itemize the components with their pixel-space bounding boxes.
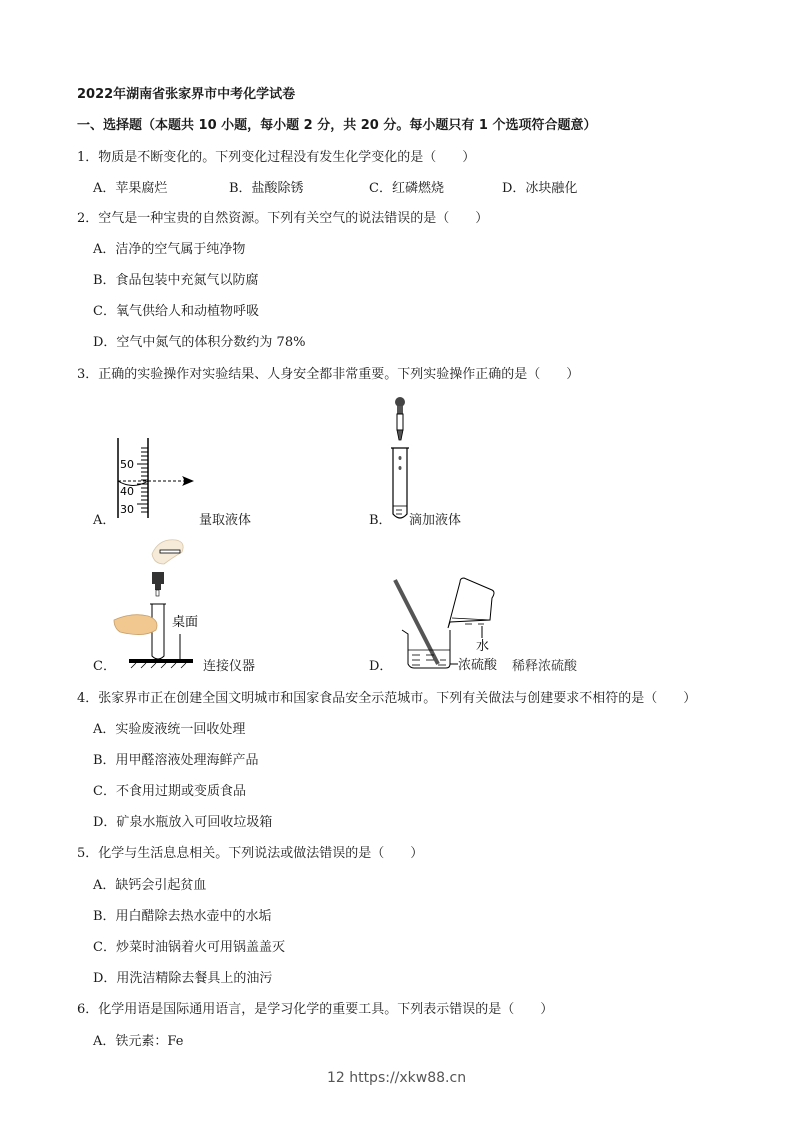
question-5-stem: 5．化学与生活息息相关。下列说法或做法错误的是（ ） [77, 846, 424, 861]
dropper-test-tube-figure [388, 396, 412, 522]
question-3-option-d-caption: 稀释浓硫酸 [512, 659, 578, 674]
water-label: 水 [476, 639, 490, 654]
question-5-option-c: C．炒菜时油锅着火可用锅盖盖灭 [93, 940, 285, 955]
question-2-stem: 2．空气是一种宝贵的自然资源。下列有关空气的说法错误的是（ ） [77, 211, 489, 226]
question-2-option-a: A．洁净的空气属于纯净物 [93, 242, 246, 257]
section-heading: 一、选择题（本题共 10 小题，每小题 2 分，共 20 分。每小题只有 1 个选项符合题意） [77, 118, 597, 133]
tick-label-40: 40 [120, 485, 134, 498]
question-6-stem: 6．化学用语是国际通用语言，是学习化学的重要工具。下列表示错误的是（ ） [77, 1002, 554, 1017]
question-3-option-c-letter: C． [93, 659, 116, 674]
question-4-option-a: A．实验废液统一回收处理 [93, 722, 246, 737]
question-1-option-d: D．冰块融化 [502, 181, 578, 196]
table-label: 桌面 [172, 615, 199, 630]
question-2-option-b: B．食品包装中充氮气以防腐 [93, 273, 259, 288]
question-5-option-a: A．缺钙会引起贫血 [93, 878, 207, 893]
question-6-option-a: A．铁元素：Fe [93, 1034, 184, 1049]
question-1-option-c: C．红磷燃烧 [369, 181, 444, 196]
question-4-option-b: B．用甲醛溶液处理海鲜产品 [93, 753, 259, 768]
question-4-stem: 4．张家界市正在创建全国文明城市和国家食品安全示范城市。下列有关做法与创建要求不相符的是（ ） [77, 691, 697, 706]
question-3-option-a-caption: 量取液体 [199, 513, 252, 528]
page-footer: 12 https://xkw88.cn [326, 1070, 467, 1086]
question-3-option-d-letter: D． [369, 659, 393, 674]
question-2-option-d: D．空气中氮气的体积分数约为 78% [93, 335, 306, 350]
tick-label-50: 50 [120, 458, 134, 471]
question-3-option-c-caption: 连接仪器 [203, 659, 256, 674]
question-3-option-b-caption: 滴加液体 [409, 513, 462, 528]
question-2-option-c: C．氧气供给人和动植物呼吸 [93, 304, 259, 319]
question-1-stem: 1．物质是不断变化的。下列变化过程没有发生化学变化的是（ ） [77, 150, 476, 165]
question-5-option-b: B．用白醋除去热水壶中的水垢 [93, 909, 272, 924]
question-1-option-b: B．盐酸除锈 [229, 181, 304, 196]
question-3-option-b-letter: B． [369, 513, 392, 528]
question-3-stem: 3．正确的实验操作对实验结果、人身安全都非常重要。下列实验操作正确的是（ ） [77, 367, 580, 382]
question-1-option-a: A．苹果腐烂 [93, 181, 168, 196]
connect-apparatus-figure [114, 534, 204, 666]
question-5-option-d: D．用洗洁精除去餐具上的油污 [93, 971, 273, 986]
tick-label-30: 30 [120, 503, 134, 516]
question-4-option-c: C．不食用过期或变质食品 [93, 784, 246, 799]
question-4-option-d: D．矿泉水瓶放入可回收垃圾箱 [93, 815, 273, 830]
sulfuric-acid-label: 浓硫酸 [458, 658, 498, 673]
graduated-cylinder-figure [112, 438, 202, 520]
question-3-option-a-letter: A． [93, 513, 116, 528]
document-title: 2022年湖南省张家界市中考化学试卷 [77, 87, 296, 102]
